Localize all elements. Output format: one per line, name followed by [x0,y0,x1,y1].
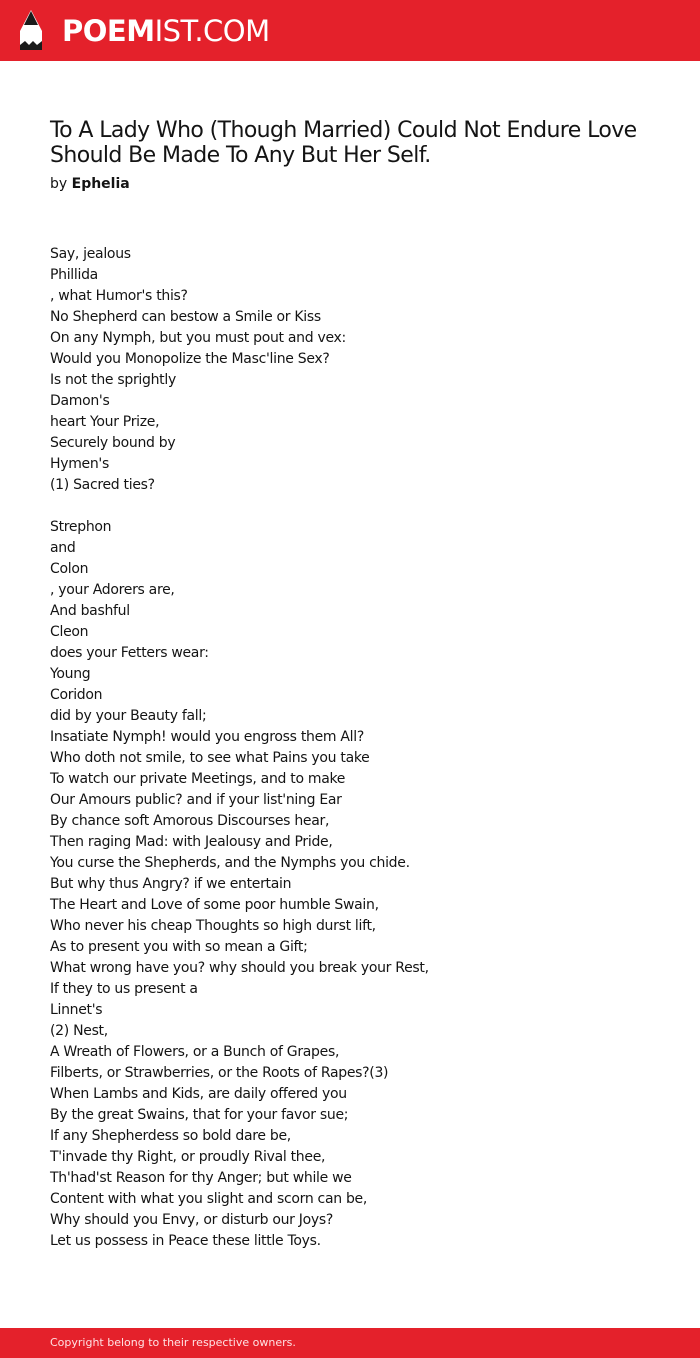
poem-line: No Shepherd can bestow a Smile or Kiss [50,309,321,325]
by-label: by [50,176,68,192]
poem-line: What wrong have you? why should you break your Rest, [50,960,429,976]
poem-line: Is not the sprightly [50,372,176,388]
poem-line: Who doth not smile, to see what Pains you take [50,750,370,766]
site-footer [0,1328,700,1358]
poem-line: Strephon [50,519,112,535]
brand-bold: POEM [62,14,155,48]
poem-line: Colon [50,561,89,577]
poem-line: Securely bound by [50,435,176,451]
poem-line: Th'had'st Reason for thy Anger; but while we [50,1170,352,1186]
poem-line: By the great Swains, that for your favor sue; [50,1107,349,1123]
poem-line: You curse the Shepherds, and the Nymphs you chide. [50,855,410,871]
brand-light: IST.COM [154,14,270,48]
poem-line: (2) Nest, [50,1023,108,1039]
poem-line: As to present you with so mean a Gift; [50,939,308,955]
poem-line: The Heart and Love of some poor humble Swain, [50,897,379,913]
poem-line: But why thus Angry? if we entertain [50,876,292,892]
poem-line: A Wreath of Flowers, or a Bunch of Grapes, [50,1044,340,1060]
poem-body [50,244,670,1252]
poem-line: When Lambs and Kids, are daily offered you [50,1086,347,1102]
poem-title: To A Lady Who (Though Married) Could Not Endure Love Should Be Made To Any But Her Self. [50,118,637,168]
poem-line: Then raging Mad: with Jealousy and Pride, [50,834,333,850]
poem-line: Would you Monopolize the Masc'line Sex? [50,351,330,367]
poem-line: does your Fetters wear: [50,645,209,661]
poem-line: If they to us present a [50,981,198,997]
poem-line: (1) Sacred ties? [50,477,155,493]
byline [50,174,130,194]
poem-author: Ephelia [71,176,130,192]
poem-line: Coridon [50,687,103,703]
poem-line: Filberts, or Strawberries, or the Roots of Rapes?(3) [50,1065,389,1081]
poem-line: Say, jealous [50,246,131,262]
poem-line: Hymen's [50,456,109,472]
poem-line: Insatiate Nymph! would you engross them All? [50,729,364,745]
poem-line: If any Shepherdess so bold dare be, [50,1128,291,1144]
poem-line: Content with what you slight and scorn can be, [50,1191,367,1207]
poem-line: To watch our private Meetings, and to make [50,771,346,787]
poem-line: Phillida [50,267,98,283]
poem-line: and [50,540,76,556]
poem-line: On any Nymph, but you must pout and vex: [50,330,346,346]
poem-line: Young [50,666,91,682]
poem-line: And bashful [50,603,130,619]
poem-line: Let us possess in Peace these little Toys. [50,1233,321,1249]
poem-line: , what Humor's this? [50,288,188,304]
poem-line: did by your Beauty fall; [50,708,207,724]
poem-line: , your Adorers are, [50,582,175,598]
site-logo-text[interactable] [62,13,270,49]
poem-line: heart Your Prize, [50,414,160,430]
poem-line: Why should you Envy, or disturb our Joys? [50,1212,333,1228]
poem-line: Cleon [50,624,89,640]
poem-line: Linnet's [50,1002,103,1018]
copyright-text: Copyright belong to their respective owners. [50,1336,296,1349]
poem-line: T'invade thy Right, or proudly Rival thee, [50,1149,326,1165]
site-header [0,0,700,61]
poem-line: Damon's [50,393,110,409]
poem-line: By chance soft Amorous Discourses hear, [50,813,330,829]
stanza-break [50,496,670,517]
pencil-logo-icon[interactable] [18,9,44,52]
poem-line: Our Amours public? and if your list'ning Ear [50,792,342,808]
poem-line: Who never his cheap Thoughts so high durst lift, [50,918,376,934]
